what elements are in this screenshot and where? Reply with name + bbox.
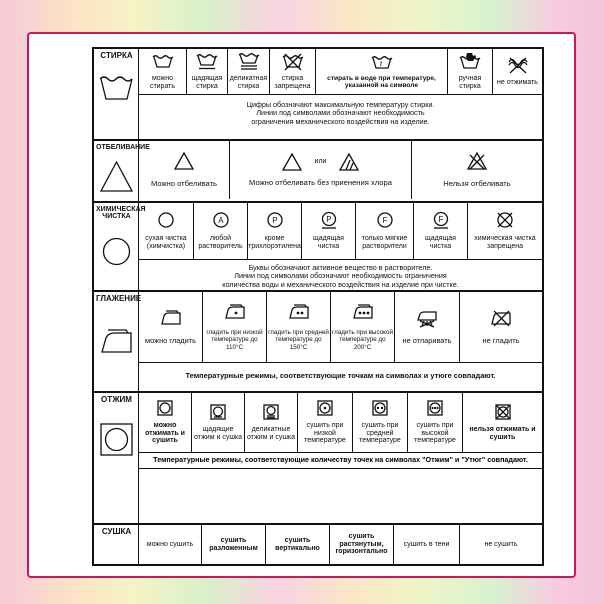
spin-label: сушить при низкой температуре <box>304 421 346 445</box>
spin-note-row <box>139 453 542 469</box>
no-bleach-icon <box>466 152 488 170</box>
note-line: Буквы обозначают активное вещество в растворителе. <box>248 263 433 272</box>
bleach-header <box>94 141 150 201</box>
svg-text:A: A <box>217 216 224 226</box>
section-dryclean <box>94 203 542 292</box>
dryclean-forbidden-cell <box>468 203 542 259</box>
dry-header <box>94 525 139 564</box>
dryclean-label: химическая чистка запрещена <box>474 235 536 250</box>
spin-label: нельзя отжимать и сушить <box>469 425 536 441</box>
card-frame <box>27 32 576 578</box>
no-iron-cell <box>460 292 542 362</box>
dryclean-label: щадящая чистка <box>425 235 456 250</box>
dryclean-label: щадящая чистка <box>313 235 344 250</box>
dryclean-label: сухая чистка (химчистка) <box>145 235 187 250</box>
dryclean-label: любой растворитель <box>198 235 243 250</box>
bleach-title: ОТБЕЛИВАНИЕ <box>96 144 150 151</box>
iron-label: не гладить <box>482 335 520 345</box>
tumble-delicate-icon <box>260 404 282 422</box>
tumble-gentle-icon <box>207 404 229 422</box>
dryclean-f-gentle-cell <box>414 203 468 259</box>
section-spin <box>94 393 542 525</box>
bleach-allowed-cell <box>139 141 230 199</box>
dryclean-cell <box>139 203 194 259</box>
dryclean-f-icon <box>374 211 396 229</box>
tumble-dry-icon <box>154 400 176 418</box>
wash-label: ручная стирка <box>458 74 482 90</box>
wash-gentle-icon <box>196 53 218 71</box>
dry-title: СУШКА <box>101 527 132 536</box>
dry-drip-cell <box>266 525 330 564</box>
wash-temperature-icon <box>371 54 393 72</box>
wash-label: стирать в воде при температуре, указанной на символе <box>327 74 436 89</box>
iron-low-cell <box>203 292 267 362</box>
dry-forbidden-cell <box>460 525 542 564</box>
svg-text:P: P <box>271 216 278 226</box>
wash-label: не отжимать <box>497 78 538 86</box>
spin-medium-cell <box>353 393 408 452</box>
note-line: Линии под символами обозначают необходимость <box>256 108 425 118</box>
no-wring-cell <box>493 49 542 94</box>
wash-header <box>94 49 139 139</box>
svg-text:F: F <box>382 216 387 226</box>
iron-allowed-cell <box>139 292 203 362</box>
temp-symbol: t <box>379 60 382 68</box>
wash-label: щадящая стирка <box>191 74 223 90</box>
dry-label: сушить в тени <box>403 540 450 548</box>
iron-low-icon <box>224 303 246 321</box>
wash-delicate-cell <box>228 49 270 94</box>
bleach-label: Можно отбеливать без приенения хлора <box>249 177 392 187</box>
dry-label: сушить растянутым, горизонтально <box>335 532 388 556</box>
dryclean-circle-icon <box>98 233 135 270</box>
dryclean-label: кроме трихлорэтилена <box>248 235 301 250</box>
iron-label: не отпаривать <box>402 335 452 345</box>
no-wring-icon <box>507 57 529 75</box>
dry-allowed-cell <box>139 525 202 564</box>
no-iron-icon <box>490 309 512 327</box>
dryclean-p-cell <box>248 203 302 259</box>
spin-allowed-cell <box>139 393 192 452</box>
iron-high-icon <box>352 303 374 321</box>
note-line: ограничения механического воздействия на изделие. <box>251 116 430 126</box>
dryclean-p-gentle-cell <box>302 203 356 259</box>
dryclean-f-gentle-icon <box>430 211 452 229</box>
tumble-dry-icon <box>98 421 135 458</box>
dry-label: сушить вертикально <box>275 536 320 552</box>
spin-label: щадящие отжим и сушка <box>193 425 243 441</box>
spin-high-cell <box>408 393 463 452</box>
iron-label: гладить при средней температуре до 150°С <box>268 329 329 351</box>
no-dryclean-icon <box>494 211 516 229</box>
wash-delicate-icon <box>238 53 260 71</box>
no-steam-icon <box>416 309 438 327</box>
wash-forbidden-cell <box>270 49 316 94</box>
wash-gentle-cell <box>187 49 228 94</box>
iron-title: ГЛАЖЕНИЕ <box>96 294 142 303</box>
dryclean-label: только мягкие растворители <box>361 235 408 250</box>
dryclean-title: ХИМИЧЕСКАЯ ЧИСТКА <box>96 206 146 221</box>
dryclean-p-icon <box>264 211 286 229</box>
spin-label: сушить при средней температуре <box>359 421 401 445</box>
bleach-label: Можно отбеливать <box>150 178 218 188</box>
iron-high-cell <box>331 292 395 362</box>
iron-label: гладить при низкой температуре до 110°С <box>206 329 263 351</box>
spin-low-cell <box>298 393 353 452</box>
spin-note: Температурные режимы, соответствующие количеству точек на символах "Отжим" и "Утюг" совпадают. <box>153 455 528 465</box>
section-bleach <box>94 141 542 203</box>
section-wash <box>94 49 542 141</box>
spin-label: деликатные отжим и сушка <box>246 425 296 441</box>
iron-medium-cell <box>267 292 331 362</box>
or-text: или <box>314 157 327 165</box>
iron-note: Температурные режимы, соответствующие точкам на символах и утюге совпадают. <box>185 371 496 380</box>
iron-label: гладить при высокой температуре до 200°С <box>331 329 394 351</box>
bleach-no-chlorine-cell <box>230 141 412 199</box>
dryclean-note <box>139 264 542 289</box>
section-dry <box>94 525 542 564</box>
dry-label: не сушить <box>484 540 518 548</box>
spin-label: можно отжимать и сушить <box>145 421 185 445</box>
dry-shade-cell <box>394 525 460 564</box>
tumble-low-icon <box>314 400 336 418</box>
wash-hand-cell <box>448 49 493 94</box>
dryclean-a-icon <box>210 211 232 229</box>
bleach-triangle-icon <box>98 159 135 196</box>
section-iron <box>94 292 542 393</box>
dryclean-p-gentle-icon <box>318 211 340 229</box>
spin-title: ОТЖИМ <box>101 395 132 404</box>
dryclean-any-cell <box>194 203 248 259</box>
hand-wash-icon <box>459 53 481 71</box>
iron-medium-icon <box>288 303 310 321</box>
dry-label: сушить разложенным <box>209 536 258 552</box>
iron-icon <box>160 309 182 327</box>
dryclean-header <box>94 203 146 290</box>
wash-label: можно стирать <box>149 74 176 90</box>
wash-label: стирка запрещена <box>274 74 311 90</box>
spin-forbidden-cell <box>463 393 542 452</box>
dryclean-circle-icon <box>155 211 177 229</box>
wash-normal-cell <box>139 49 187 94</box>
care-symbols-table <box>92 47 544 566</box>
dry-flat-cell <box>202 525 266 564</box>
note-line: количества воды и механического воздействия на изделие при чистке. <box>222 279 459 289</box>
bleach-forbidden-cell <box>412 141 542 199</box>
spin-gentle-cell <box>192 393 245 452</box>
iron-header <box>94 292 142 391</box>
spin-header <box>94 393 139 523</box>
wash-temperature-cell <box>316 49 448 94</box>
bleach-label: Нельзя отбеливать <box>443 178 511 188</box>
note-line: Цифры обозначают максимальную температуру стирки. <box>246 100 435 109</box>
iron-icon <box>98 324 135 361</box>
tumble-high-icon <box>424 400 446 418</box>
wash-tub-icon <box>152 53 174 71</box>
bleach-triangle-icon <box>173 152 195 170</box>
wash-title: СТИРКА <box>100 51 133 60</box>
dry-horizontal-cell <box>330 525 394 564</box>
note-line: Линии под символами обозначают необходимость ограничения <box>234 271 447 281</box>
spin-label: сушить при высокой температуре <box>414 421 456 445</box>
wash-label: деликатная стирка <box>229 74 268 90</box>
non-chlorine-bleach-icon <box>338 153 360 171</box>
wash-note <box>139 101 542 126</box>
wash-forbidden-icon <box>282 53 304 71</box>
no-steam-cell <box>395 292 460 362</box>
dryclean-f-cell <box>356 203 414 259</box>
spin-delicate-cell <box>245 393 298 452</box>
bleach-triangle-icon <box>281 153 303 171</box>
iron-label: можно гладить <box>145 335 196 345</box>
wash-tub-icon <box>98 71 135 108</box>
svg-text:P: P <box>325 215 332 225</box>
svg-text:F: F <box>438 215 443 225</box>
tumble-medium-icon <box>369 400 391 418</box>
dry-label: можно сушить <box>146 540 194 548</box>
no-tumble-dry-icon <box>492 404 514 422</box>
